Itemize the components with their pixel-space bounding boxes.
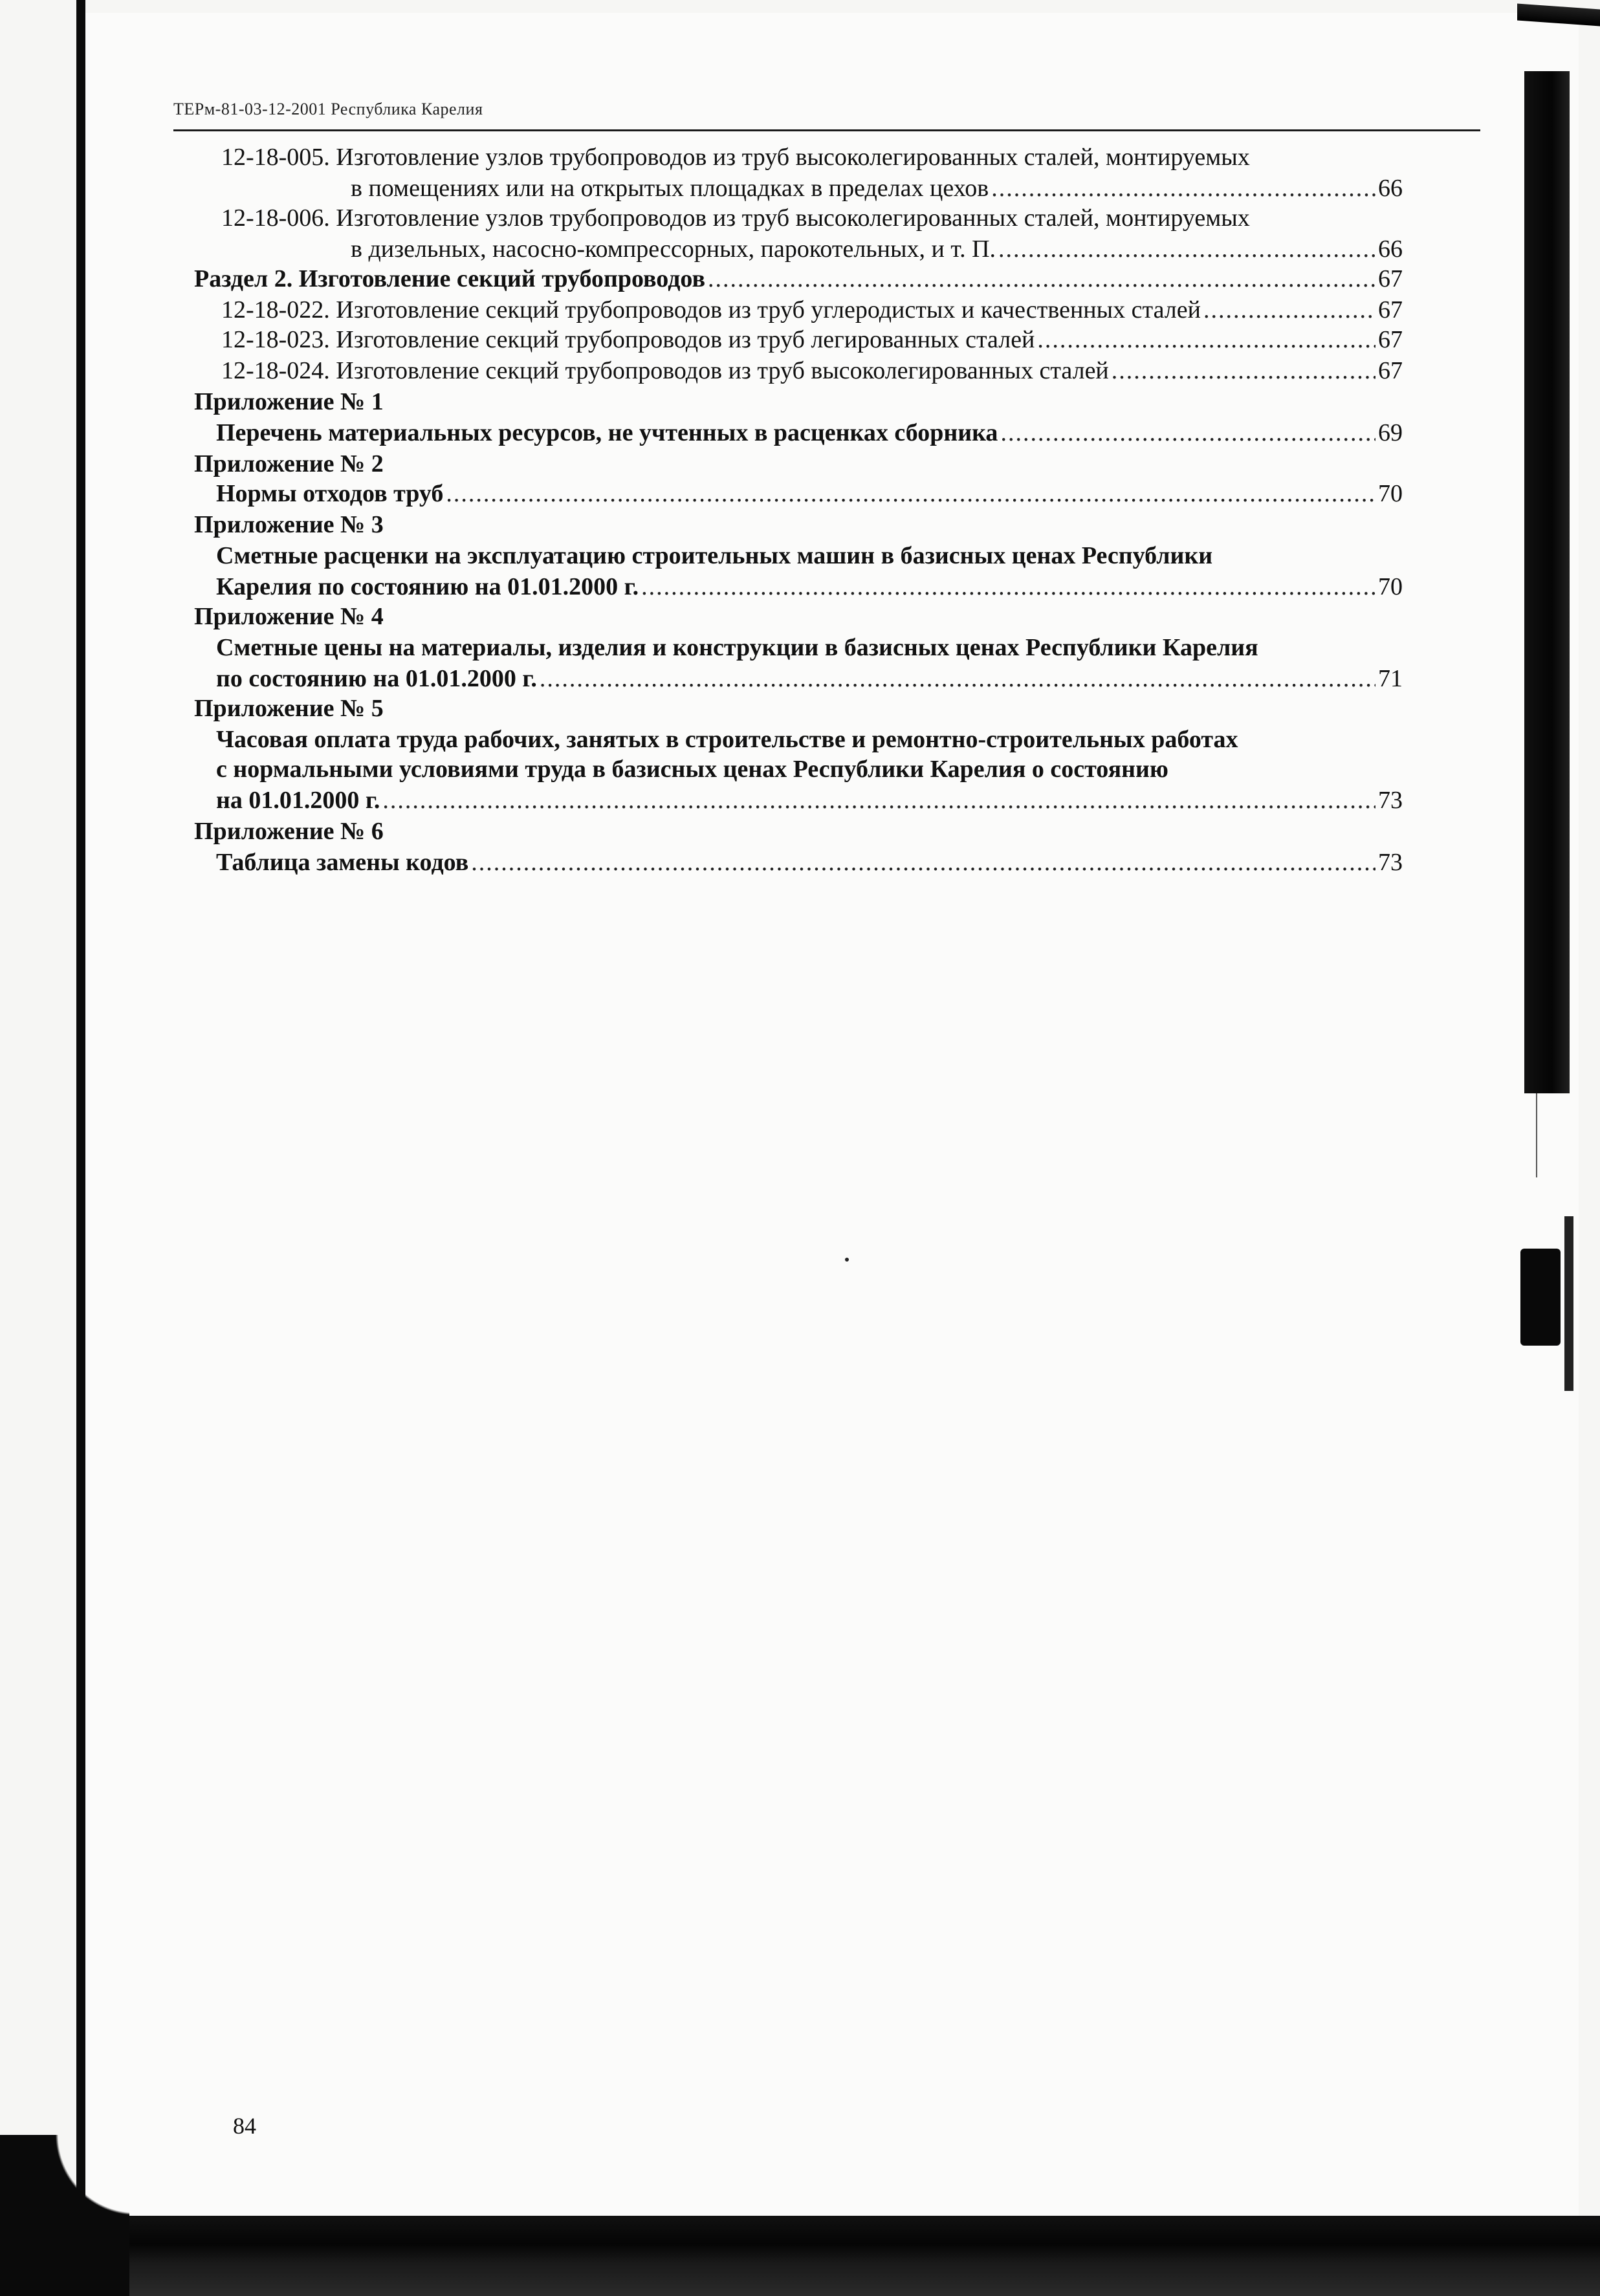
toc-appendix-3-heading: Приложение № 3 (194, 511, 384, 538)
scan-bottom-shadow (45, 2216, 1600, 2296)
dot-leader (1037, 325, 1375, 355)
toc-appendix-5-line3: на 01.01.2000 г. (216, 787, 380, 814)
toc-appendix-3-line2: Карелия по состоянию на 01.01.2000 г. (216, 573, 639, 600)
toc-appendix-1-heading: Приложение № 1 (194, 388, 384, 415)
toc-page-number: 66 (1378, 235, 1403, 263)
toc-appendix-5-line2: с нормальными условиями труда в базисных ценах Республики Карелия о состоянию (216, 756, 1168, 783)
toc-entry-005-line2: в помещениях или на открытых площадках в пределах цехов (351, 175, 989, 202)
dot-leader (471, 847, 1375, 877)
toc-appendix-6-title: Таблица замены кодов (216, 849, 469, 876)
toc-appendix-4[interactable] (216, 664, 1403, 694)
scan-right-notch (1564, 1216, 1573, 1391)
toc-appendix-4-line1: Сметные цены на материалы, изделия и конструкции в базисных ценах Республики Карелия (216, 634, 1258, 661)
toc-entry-023-text: 12-18-023. Изготовление секций трубопроводов из труб легированных сталей (221, 326, 1035, 353)
page-number: 84 (233, 2113, 256, 2139)
toc-page-number: 67 (1378, 357, 1403, 384)
scan-right-edge (1524, 71, 1570, 1093)
toc-page-number: 73 (1378, 787, 1403, 814)
toc-appendix-4-heading: Приложение № 4 (194, 603, 384, 630)
toc-entry-022-text: 12-18-022. Изготовление секций трубопроводов из труб углеродистых и качественных сталей (221, 296, 1201, 323)
toc-entry-006[interactable] (351, 234, 1403, 264)
dot-leader (641, 572, 1375, 602)
toc-page-number: 67 (1378, 296, 1403, 323)
toc-page-number: 66 (1378, 175, 1403, 202)
toc-entry-005[interactable] (351, 173, 1403, 203)
dot-leader (1203, 295, 1375, 325)
toc-appendix-5-line1: Часовая оплата труда рабочих, занятых в строительстве и ремонтно-строительных работах (216, 726, 1238, 753)
dot-leader (708, 264, 1375, 294)
toc-appendix-3-line1: Сметные расценки на эксплуатацию строительных машин в базисных ценах Республики (216, 542, 1213, 569)
toc-appendix-5[interactable] (216, 785, 1403, 815)
toc-page-number: 73 (1378, 849, 1403, 876)
toc-section-2-title: Раздел 2. Изготовление секций трубопроводов (194, 265, 706, 292)
scan-hairline (1536, 1093, 1537, 1177)
toc-page-number: 67 (1378, 326, 1403, 353)
scan-right-blob (1520, 1249, 1561, 1346)
dot-leader (998, 234, 1375, 264)
toc-page-number: 69 (1378, 419, 1403, 446)
toc-appendix-3[interactable] (216, 572, 1403, 602)
toc-page-number: 70 (1378, 573, 1403, 600)
toc-entry-006-line2: в дизельных, насосно-компрессорных, парокотельных, и т. П. (351, 235, 996, 263)
toc-entry-023[interactable] (221, 325, 1403, 355)
toc-appendix-2[interactable] (216, 479, 1403, 508)
toc-entry-022[interactable] (221, 295, 1403, 325)
toc-page-number: 70 (1378, 480, 1403, 507)
dot-leader (382, 785, 1375, 815)
scan-corner-curl (0, 2135, 129, 2296)
toc-appendix-1[interactable] (216, 418, 1403, 448)
dot-leader (540, 664, 1375, 694)
toc-appendix-4-line2: по состоянию на 01.01.2000 г. (216, 665, 537, 692)
toc-entry-005-line1: 12-18-005. Изготовление узлов трубопроводов из труб высоколегированных сталей, монтируемых (221, 144, 1250, 171)
scan-speck (845, 1258, 849, 1262)
dot-leader (991, 173, 1375, 203)
dot-leader (1112, 356, 1375, 386)
dot-leader (1000, 418, 1375, 448)
toc-entry-024-text: 12-18-024. Изготовление секций трубопроводов из труб высоколегированных сталей (221, 357, 1109, 384)
toc-entry-006-line1: 12-18-006. Изготовление узлов трубопроводов из труб высоколегированных сталей, монтируемых (221, 204, 1250, 232)
scan-left-edge (76, 0, 85, 2213)
header-rule (173, 129, 1480, 131)
toc-appendix-6-heading: Приложение № 6 (194, 818, 384, 845)
toc-appendix-6[interactable] (216, 847, 1403, 877)
toc-page-number: 67 (1378, 265, 1403, 292)
running-head: ТЕРм-81-03-12-2001 Республика Карелия (173, 100, 483, 118)
toc-appendix-2-title: Нормы отходов труб (216, 480, 444, 507)
toc-appendix-5-heading: Приложение № 5 (194, 695, 384, 722)
toc-section-2[interactable] (194, 264, 1403, 294)
dot-leader (446, 479, 1375, 508)
toc-appendix-2-heading: Приложение № 2 (194, 450, 384, 477)
toc-page-number: 71 (1378, 665, 1403, 692)
toc-appendix-1-title: Перечень материальных ресурсов, не учтенных в расценках сборника (216, 419, 998, 446)
toc-entry-024[interactable] (221, 356, 1403, 386)
